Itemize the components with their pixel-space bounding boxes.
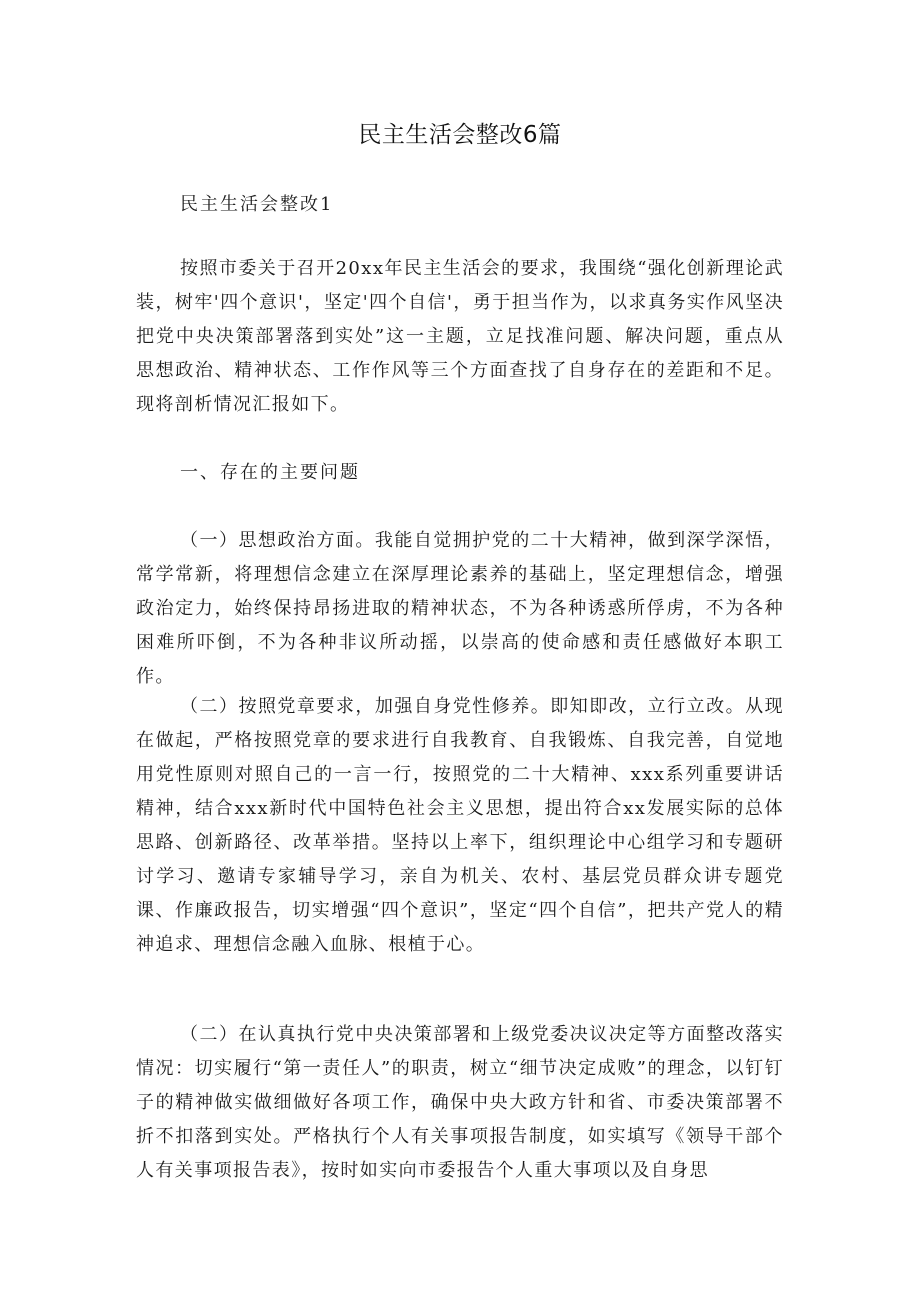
paragraph-intro: 按照市委关于召开20xx年民主生活会的要求，我围绕“强化创新理论武装，树牢'四个意识'，坚定'四个自信'，勇于担当作为，以求真务实作风坚决把党中央决策部署落到实处”这一主题，立足找准问题、解决问题，重点从思想政治、精神状态、工作作风等三个方面查找了自身存在的差距和不足。现将剖析情况汇报如下。 <box>136 258 784 415</box>
document-subtitle: 民主生活会整改1 <box>180 194 334 215</box>
paragraph-implementation: （二）在认真执行党中央决策部署和上级党委决议决定等方面整改落实情况：切实履行“第一责任人”的职责，树立“细节决定成败”的理念，以钉钉子的精神做实做细做好各项工作，确保中央大政方针和省、市委决策部署不折不扣落到实处。严格执行个人有关事项报告制度，如实填写《领导干部个人有关事项报告表》，按时如实向市委报告个人重大事项以及自身思 <box>136 1024 784 1181</box>
section-heading: 一、存在的主要问题 <box>180 462 360 483</box>
document-title: 民主生活会整改6篇 <box>358 122 562 148</box>
paragraph-party-cultivation: （二）按照党章要求，加强自身党性修养。即知即改，立行立改。从现在做起，严格按照党章的要求进行自我教育、自我锻炼、自我完善，自觉地用党性原则对照自己的一言一行，按照党的二十大精神、xxx系列重要讲话精神，结合xxx新时代中国特色社会主义思想，提出符合xx发展实际的总体思路、创新路径、改革举措。坚持以上率下，组织理论中心组学习和专题研讨学习、邀请专家辅导学习，亲自为机关、农村、基层党员群众讲专题党课、作廉政报告，切实增强“四个意识”，坚定“四个自信”，把共产党人的精神追求、理想信念融入血脉、根植于心。 <box>136 696 784 955</box>
paragraph-political-thought: （一）思想政治方面。我能自觉拥护党的二十大精神，做到深学深悟，常学常新，将理想信念建立在深厚理论素养的基础上，坚定理想信念，增强政治定力，始终保持昂扬进取的精神状态，不为各种诱惑所俘虏，不为各种困难所吓倒，不为各种非议所动摇，以崇高的使命感和责任感做好本职工作。 <box>136 530 784 687</box>
